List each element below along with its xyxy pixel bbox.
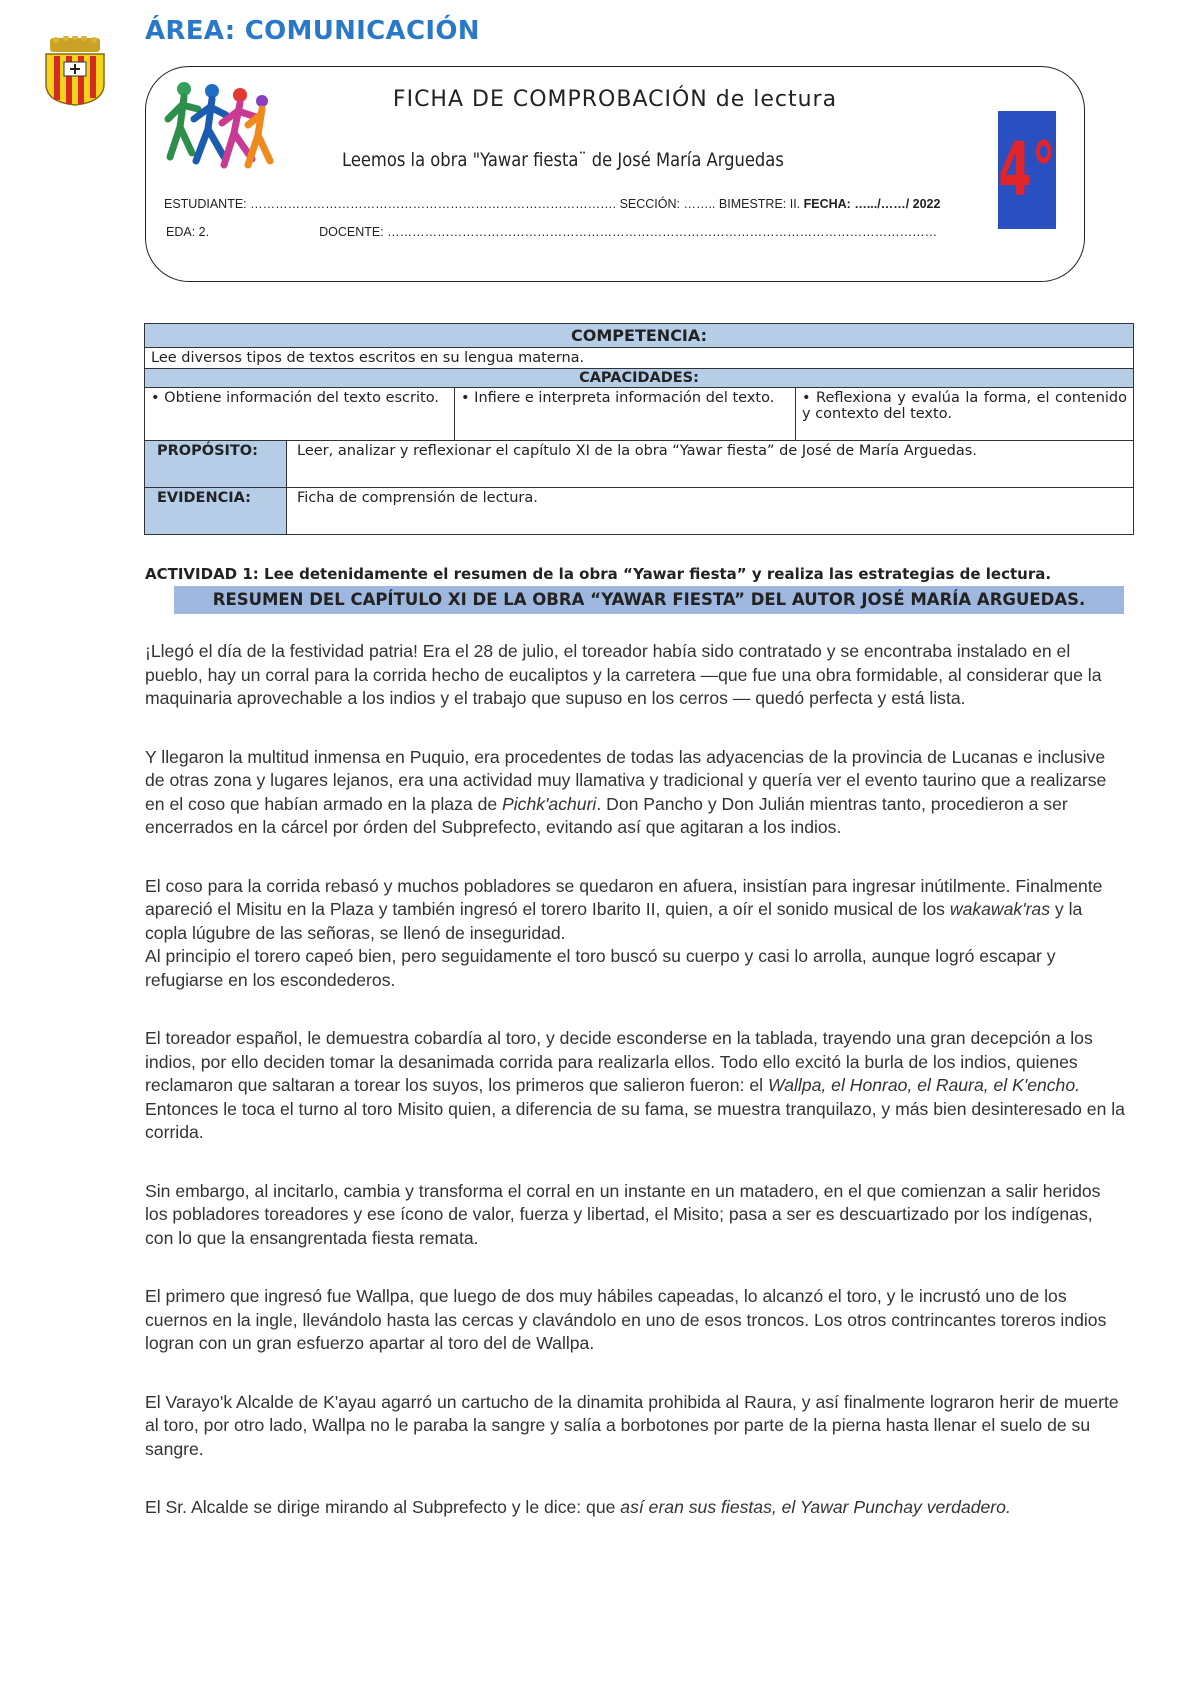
reading-subtitle: Leemos la obra "Yawar fiesta¨ de José María Arguedas	[342, 149, 784, 171]
paragraph-2-italic: Pichk'achuri	[502, 793, 597, 814]
paragraph-2-text: Y llegaron la multitud inmensa en Puquio, era procedentes de todas las adyacencias de la provincia de Lucanas e inclusive de otras zona y lugares lejanos, era una actividad muy llamativa y tradicional y quería ver el evento taurino que a realizarse en el coso que habían armado en la plaza de	[145, 746, 1107, 814]
paragraph-3	[145, 875, 1125, 993]
capacidad-2: • Infiere e interpreta información del texto.	[455, 388, 796, 441]
paragraph-4-text-c: Entonces le toca el turno al toro Misito quien, a diferencia de su fama, se muestra tranquilazo, y más bien desinteresado en la corrida.	[145, 1098, 1125, 1142]
summary-title-bar: RESUMEN DEL CAPÍTULO XI DE LA OBRA “YAWAR FIESTA” DEL AUTOR JOSÉ MARÍA ARGUEDAS.	[174, 586, 1124, 614]
coat-of-arms-logo	[42, 36, 108, 106]
paragraph-8	[145, 1496, 1125, 1520]
competencia-header: COMPETENCIA:	[145, 324, 1134, 348]
paragraph-4-italic: Wallpa, el Honrao, el Raura, el K'encho.	[767, 1075, 1081, 1095]
paragraph-5: Sin embargo, al incitarlo, cambia y transforma el corral en un instante en un matadero, en el que comienzan a salir heridos los pobladores toreadores y ese ícono de valor, fuerza y libertad, el Misito; pasa a ser es descuartizado por los indígenas, con lo que la ensangrentada fiesta remata.	[145, 1180, 1101, 1248]
evidencia-value: Ficha de comprensión de lectura.	[287, 488, 1134, 535]
capacidad-3: • Reflexiona y evalúa la forma, el contenido y contexto del texto.	[796, 388, 1134, 441]
capacidad-1: • Obtiene información del texto escrito.	[145, 388, 455, 441]
paragraph-6: El primero que ingresó fue Wallpa, que luego de dos muy hábiles capeadas, lo alcanzó el toro, y le incrustó uno de los cuernos en la ingle, llevándolo hasta las cercas y clavándolo en uno de esos troncos. Los otros contrincantes toreros indios logran con un gran esfuerzo apartar al toro del de Wallpa.	[145, 1286, 1107, 1353]
paragraph-2	[145, 746, 1125, 840]
capacidades-header: CAPACIDADES:	[145, 369, 1134, 388]
paragraph-8-italic: así eran sus fiestas, el Yawar Punchay verdadero.	[620, 1497, 1011, 1517]
teacher-field: DOCENTE: ……………………………………………………………………………………………………………………	[319, 225, 938, 239]
competencia-value: Lee diversos tipos de textos escritos en su lengua materna.	[145, 348, 1134, 369]
student-info-line	[164, 197, 940, 211]
paragraph-2-text-b: . Don Pancho y Don Julián mientras tanto, procedieron a ser encerrados en la cárcel por órden del Subprefecto, evitando así que agitaran a los indios.	[145, 793, 1068, 837]
activity-instruction: ACTIVIDAD 1: Lee detenidamente el resumen de la obra “Yawar fiesta” y realiza las estrategias de lectura.	[145, 565, 1052, 583]
paragraph-7: El Varayo'k Alcalde de K'ayau agarró un cartucho de la dinamita prohibida al Raura, y así finalmente lograron herir de muerte al toro, por otro lado, Wallpa no le paraba la sangre y salía a borbotones por parte de la pierna hasta llenar el suelo de su sangre.	[145, 1391, 1119, 1459]
grade-badge	[998, 111, 1056, 229]
date-field: FECHA: ….../……/ 2022	[803, 197, 941, 211]
summary-body	[145, 640, 1125, 1555]
header-card	[145, 66, 1085, 282]
paragraph-1: ¡Llegó el día de la festividad patria! Era el 28 de julio, el toreador había sido contratado y se encontraba instalado en el pueblo, hay un corral para la corrida hecho de eucaliptos y la carretera —que fue una obra formidable, al considerar que la maquinaria aprovechable a los indios y el trabajo que supuso en los cerros — quedó perfecta y está lista.	[145, 641, 1102, 708]
ficha-title: FICHA DE COMPROBACIÓN de lectura	[392, 87, 838, 112]
paragraph-4	[145, 1027, 1125, 1145]
proposito-value: Leer, analizar y reflexionar el capítulo XI de la obra “Yawar fiesta” de José de María Arguedas.	[287, 441, 1134, 488]
paragraph-4-text: El toreador español, le demuestra cobardía al toro, y decide esconderse en la tablada, trayendo una gran decepción a los indios, por ello deciden tomar la desanimada corrida para realizarla ellos. Todo ello excitó la burla de los indios, quienes reclamaron que saltaran a torear los suyos, los primeros que salieron fueron: el	[145, 1028, 1093, 1095]
evidencia-label: EVIDENCIA:	[145, 488, 287, 535]
paragraph-3-text-b: y la copla lúgubre de las señoras, se llenó de inseguridad.	[145, 899, 1083, 943]
paragraph-3-italic: wakawak'ras	[949, 899, 1051, 919]
area-title: ÁREA: COMUNICACIÓN	[145, 16, 480, 46]
eda-field: EDA: 2.	[166, 225, 210, 239]
eda-teacher-line	[166, 225, 937, 239]
grade-text: 4°	[998, 126, 1056, 214]
paragraph-8-text: El Sr. Alcalde se dirige mirando al Subprefecto y le dice: que	[145, 1497, 621, 1517]
paragraph-3-text-c: Al principio el torero capeó bien, pero seguidamente el toro buscó su cuerpo y casi lo arrolla, aunque logró escapar y refugiarse en los escondederos.	[145, 946, 1056, 990]
student-field: ESTUDIANTE: ……………………………………………………………………………. SECCIÓN: …….. BIMESTRE: II.	[164, 197, 804, 211]
proposito-label: PROPÓSITO:	[145, 441, 287, 488]
competency-table	[144, 323, 1134, 535]
paragraph-3-text: El coso para la corrida rebasó y muchos pobladores se quedaron en afuera, insistían para ingresar inútilmente. Finalmente apareció el Misitu en la Plaza y también ingresó el torero Ibarito II, quien, a oír el sonido musical de los	[145, 875, 1103, 919]
